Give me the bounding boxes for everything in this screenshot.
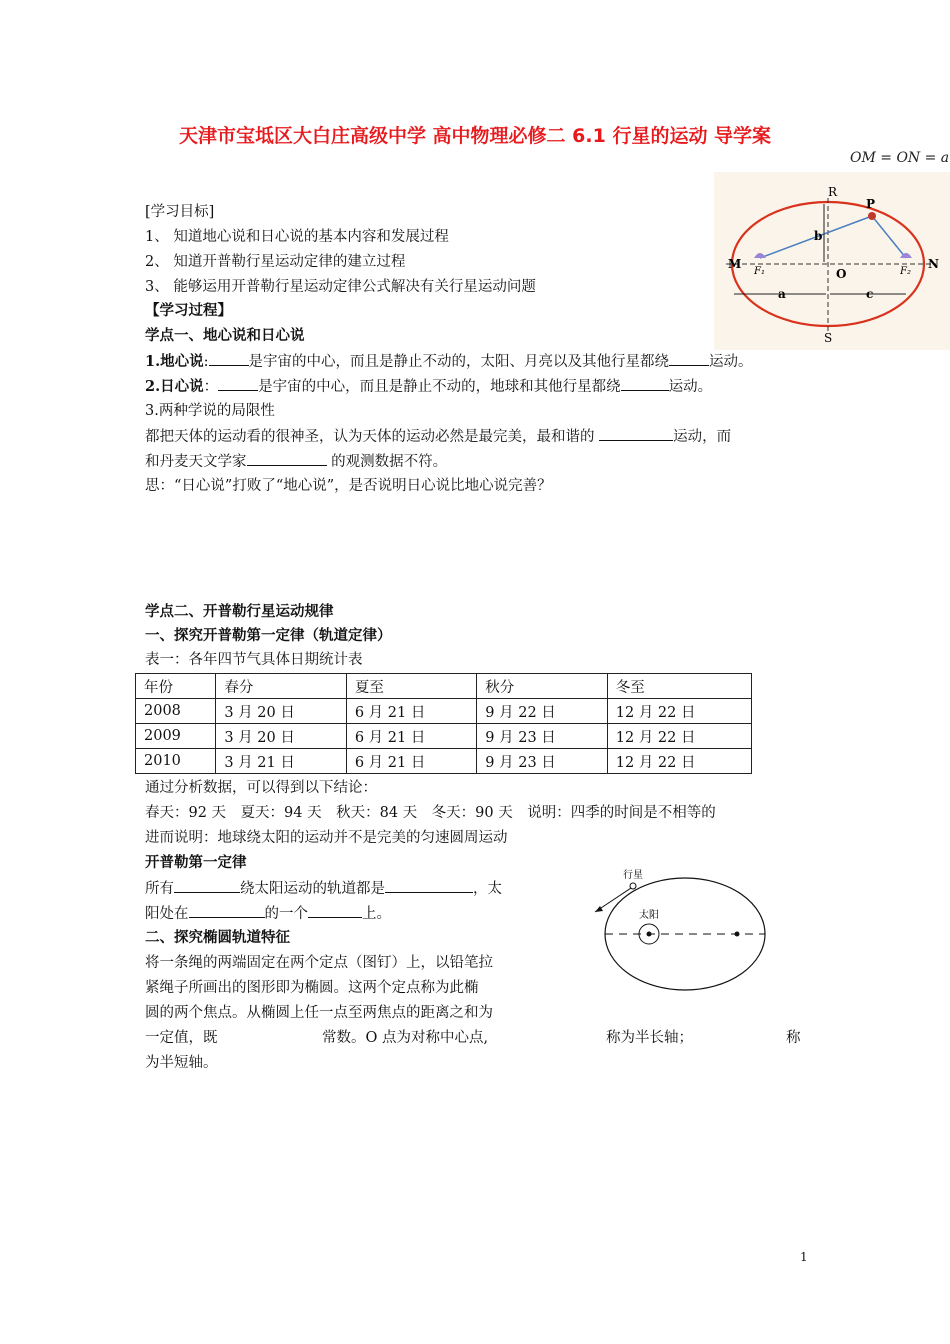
blank-planets — [174, 876, 240, 893]
blank-geo-center — [209, 349, 249, 366]
table-cell: 6 月 21 日 — [346, 749, 476, 774]
label-c: c — [866, 287, 874, 301]
season-table — [135, 673, 752, 774]
section2-heading: 学点二、开普勒行星运动规律 — [145, 603, 334, 620]
goals-heading: [学习目标] — [145, 204, 215, 220]
process-heading: 【学习过程】 — [145, 302, 232, 319]
limit-text-d: 的观测数据不符。 — [331, 454, 448, 470]
law1-line-2 — [145, 901, 391, 926]
table-row — [136, 724, 752, 749]
think-line: 思：“日心说”打败了“地心说”，是否说明日心说比地心说完善？ — [145, 478, 552, 494]
table-cell: 12 月 22 日 — [607, 749, 751, 774]
section1-heading: 学点一、地心说和日心说 — [145, 327, 305, 344]
helio-line: 2.日心说： 是宇宙的中心，而且是静止不动的，地球和其他行星都绕 运动。 — [145, 374, 712, 399]
page-number: 1 — [800, 1250, 808, 1264]
limit-text-c: 和丹麦天文学家 — [145, 454, 247, 470]
table-header-row — [136, 674, 752, 699]
formula: OM = ON = a — [850, 150, 950, 166]
limit-text-a: 都把天体的运动看的很神圣，认为天体的运动必然是最完美，最和谐的 — [145, 429, 595, 445]
table-header-cell: 春分 — [216, 674, 346, 699]
table-cell: 3 月 20 日 — [216, 724, 346, 749]
further-line: 进而说明：地球绕太阳的运动并不是完美的匀速圆周运动 — [145, 830, 508, 846]
paragraph-line-5: 为半短轴。 — [145, 1055, 218, 1071]
blank-helio-center — [218, 374, 258, 391]
law1-text-a: 所有 — [145, 881, 174, 897]
table-cell: 9 月 23 日 — [477, 724, 607, 749]
table-cell: 12 月 22 日 — [607, 724, 751, 749]
label-p: P — [866, 197, 876, 211]
orbit-figure — [585, 866, 775, 1016]
orbit — [605, 878, 765, 990]
focus-pin-1 — [754, 253, 766, 258]
table-row — [136, 699, 752, 724]
label-r: R — [828, 185, 838, 199]
goal-2: 2、 知道开普勒行星运动定律的建立过程 — [145, 254, 406, 270]
blank-focus — [308, 901, 362, 918]
table-cell: 9 月 23 日 — [477, 749, 607, 774]
table-header-cell: 秋分 — [477, 674, 607, 699]
law1-text-f: 上。 — [362, 906, 391, 922]
paragraph-line-4d: 称 — [786, 1030, 801, 1046]
table-cell: 12 月 22 日 — [607, 699, 751, 724]
focus-dot — [735, 932, 740, 937]
goal-3: 3、 能够运用开普勒行星运动定律公式解决有关行星运动问题 — [145, 279, 536, 295]
label-m: M — [728, 257, 742, 271]
point-p — [868, 212, 876, 220]
goal-1: 1、 知道地心说和日心说的基本内容和发展过程 — [145, 229, 449, 245]
blank-motion — [599, 424, 673, 441]
limit-text-b: 运动，而 — [673, 429, 732, 445]
law1-line-1 — [145, 876, 502, 901]
limit-line-1 — [145, 424, 731, 449]
ellipse-explore-heading: 二、探究椭圆轨道特征 — [145, 929, 290, 946]
paragraph-line-2: 紧绳子所画出的图形即为椭圆。这两个定点称为此椭 — [145, 980, 479, 996]
orbit-figure-svg — [585, 866, 775, 1016]
law1-text-b: 绕太阳运动的轨道都是 — [240, 881, 385, 897]
label-n: N — [928, 257, 939, 271]
sun-label: 太阳 — [639, 910, 659, 921]
label-f2: F₂ — [900, 266, 911, 277]
law1-text-d: 阳处在 — [145, 906, 189, 922]
table-row — [136, 749, 752, 774]
limit-line-2 — [145, 449, 447, 474]
blank-astronomer — [247, 449, 327, 466]
table-cell: 2010 — [136, 749, 216, 774]
paragraph-line-1: 将一条绳的两端固定在两个定点（图钉）上，以铅笔拉 — [145, 955, 493, 971]
law1-text-c: ，太 — [473, 881, 502, 897]
label-o: O — [836, 267, 847, 281]
law1-explore-heading: 一、探究开普勒第一定律（轨道定律） — [145, 627, 392, 644]
law1-text-e: 的一个 — [264, 906, 308, 922]
planet-label: 行星 — [623, 870, 643, 881]
geo-text-a: 是宇宙的中心，而且是静止不动的，太阳、月亮以及其他行星都绕 — [248, 354, 670, 370]
label-a: a — [778, 287, 786, 301]
label-f1: F₁ — [754, 266, 765, 277]
paragraph-line-4a: 一定值，既 — [145, 1030, 218, 1046]
helio-label: 2.日心说 — [145, 378, 204, 395]
helio-text-b: 运动。 — [668, 379, 713, 395]
ellipse-figure-svg — [714, 172, 950, 350]
limit-heading: 3.两种学说的局限性 — [145, 403, 275, 419]
geo-line: 1.地心说: 是宇宙的中心，而且是静止不动的，太阳、月亮以及其他行星都绕 运动。 — [145, 349, 753, 374]
seasons-line: 春天：92 天 夏天：94 天 秋天：84 天 冬天：90 天 说明：四季的时间是不相等的 — [145, 805, 716, 821]
label-s: S — [824, 331, 833, 345]
blank-helio-orbit — [621, 374, 669, 391]
blank-ellipse — [385, 876, 473, 893]
law1-heading: 开普勒第一定律 — [145, 854, 247, 871]
table-header-cell: 夏至 — [346, 674, 476, 699]
table-cell: 3 月 21 日 — [216, 749, 346, 774]
analysis-line: 通过分析数据，可以得到以下结论： — [145, 780, 377, 796]
table-cell: 9 月 22 日 — [477, 699, 607, 724]
ellipse-figure — [714, 172, 950, 350]
table-header-cell: 年份 — [136, 674, 216, 699]
page-title: 天津市宝坻区大白庄高级中学 高中物理必修二 6.1 行星的运动 导学案 — [178, 125, 772, 147]
table-cell: 2008 — [136, 699, 216, 724]
paragraph-line-3: 圆的两个焦点。从椭圆上任一点至两焦点的距离之和为 — [145, 1005, 493, 1021]
paragraph-line-4c: 称为半长轴； — [606, 1030, 693, 1046]
geo-label: 1.地心说 — [145, 353, 204, 370]
helio-text-a: 是宇宙的中心，而且是静止不动的，地球和其他行星都绕 — [258, 379, 621, 395]
blank-ellipse-2 — [189, 901, 265, 918]
geo-text-b: 运动。 — [709, 354, 753, 370]
blank-geo-orbit — [669, 349, 709, 366]
table-header-cell: 冬至 — [607, 674, 751, 699]
table-cell: 3 月 20 日 — [216, 699, 346, 724]
table-cell: 2009 — [136, 724, 216, 749]
sun-icon — [647, 932, 652, 937]
table-cell: 6 月 21 日 — [346, 699, 476, 724]
paragraph-line-4b: 常数。O 点为对称中心点, — [322, 1030, 489, 1046]
table-cell: 6 月 21 日 — [346, 724, 476, 749]
label-b: b — [814, 229, 823, 243]
table-caption: 表一：各年四节气具体日期统计表 — [145, 652, 363, 668]
